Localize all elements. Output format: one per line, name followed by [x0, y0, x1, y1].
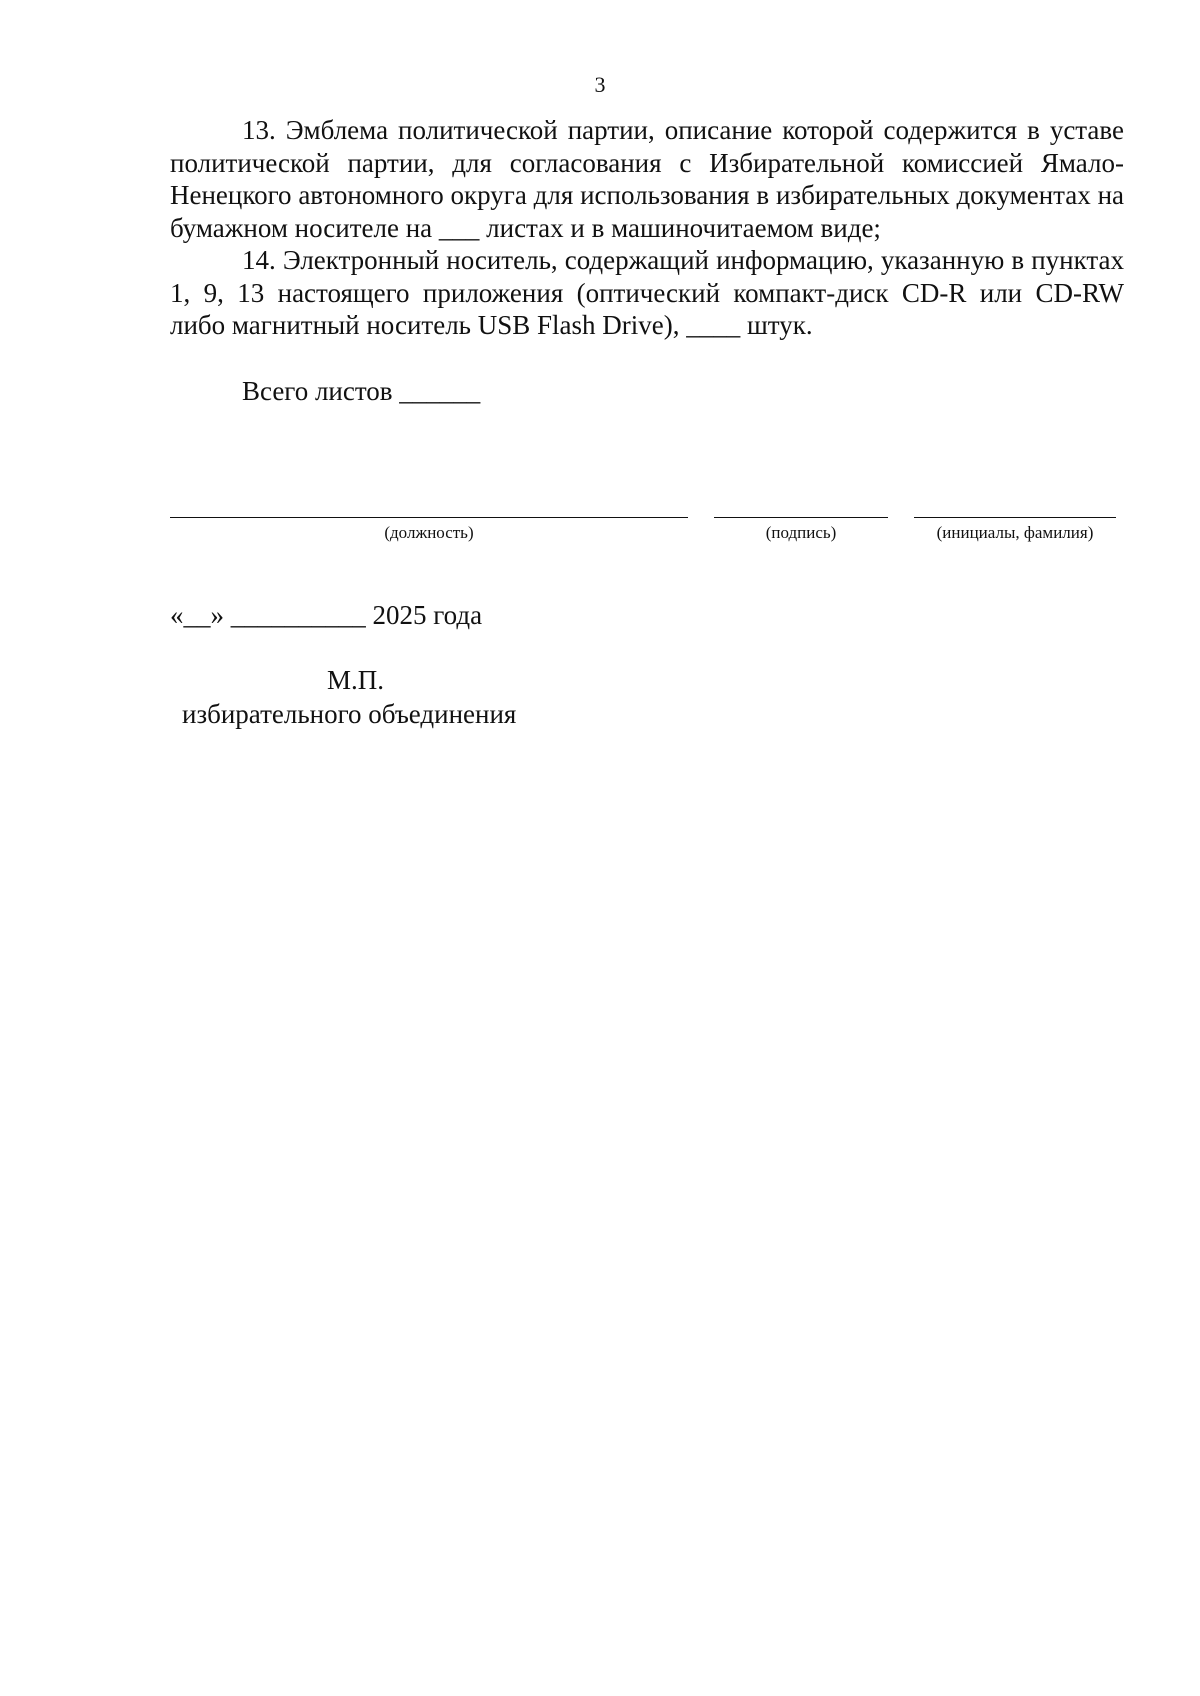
total-sheets-line: Всего листов ______ [242, 376, 481, 406]
date-line: «__» __________ 2025 года [170, 600, 483, 630]
name-caption: (инициалы, фамилия) [936, 523, 1094, 542]
seal-label: М.П. [327, 665, 385, 695]
name-blank-line [914, 517, 1116, 518]
document-body [170, 114, 1124, 342]
signature-caption: (подпись) [765, 523, 837, 542]
position-caption: (должность) [384, 523, 474, 542]
page-number: 3 [594, 72, 606, 97]
signature-blank-line [714, 517, 888, 518]
paragraph-14: 14. Электронный носитель, содержащий информацию, указанную в пунктах 1, 9, 13 настоящего приложения (оптический компакт-диск CD-R или CD-RW либо магнитный носитель USB Flash Drive), ____ штук. [170, 245, 1124, 340]
paragraph-13: 13. Эмблема политической партии, описание которой содержится в уставе политической партии, для согласования с Избирательной комиссией Ямало-Ненецкого автономного округа для использования в избирательных документах на бумажном носителе на ___ листах и в машиночитаемом виде; [170, 115, 1124, 243]
position-blank-line [170, 517, 688, 518]
seal-owner: избирательного объединения [182, 699, 517, 729]
